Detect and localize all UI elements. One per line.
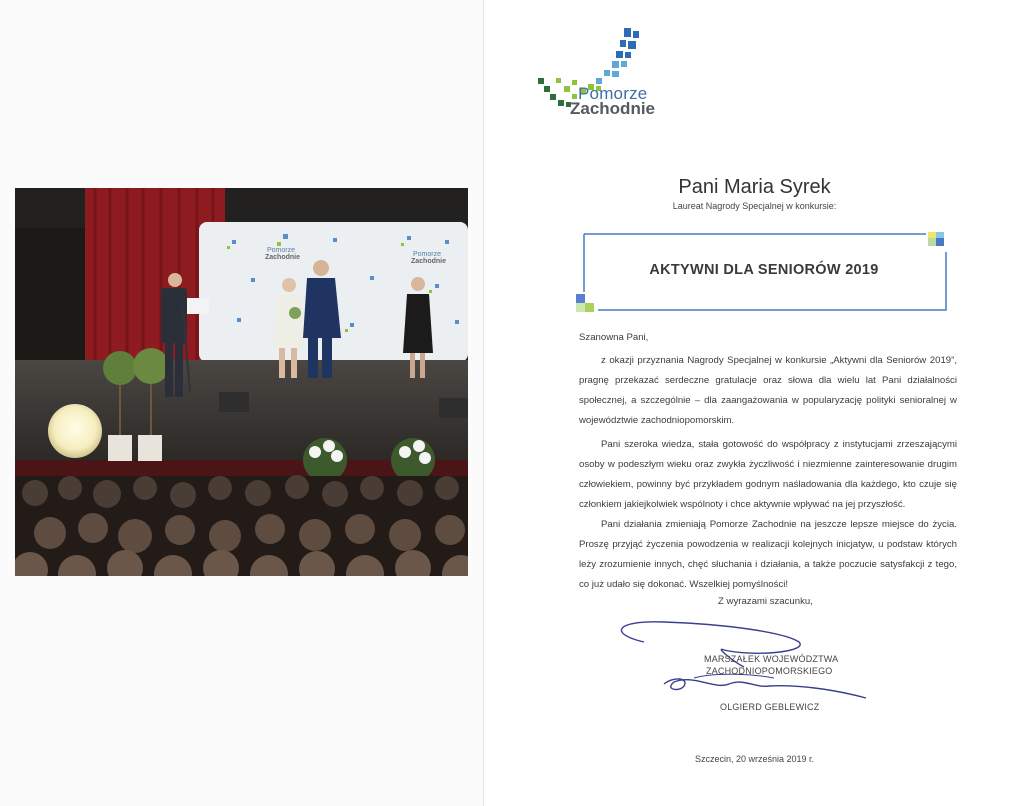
signer-title-line2: ZACHODNIOPOMORSKIEGO bbox=[706, 666, 833, 676]
banner-logo-text-1: Pomorze bbox=[267, 247, 296, 254]
stage-speaker-right bbox=[439, 398, 468, 418]
logo-wordmark-line1: Pomorze bbox=[578, 84, 648, 103]
globe-lamp bbox=[48, 404, 102, 458]
banner-logo-text-3: Pomorze bbox=[413, 251, 442, 258]
congratulation-letter bbox=[483, 0, 1024, 806]
letter-paragraph-2: Pani szeroka wiedza, stała gotowość do współpracy z instytucjami zrzeszającymi osoby w podeszłym wieku oraz zwykła życzliwość i niezmienne zainteresowanie drugim człowiekiem, powinny być przykładem godnym naśladowania dla każdego, kto czuje się członkiem jakiejkolwiek wspólnoty i chce aktywnie wpływać na jej przyszłość. bbox=[579, 439, 957, 510]
letter-date: Szczecin, 20 września 2019 r. bbox=[694, 754, 815, 764]
signer-name: OLGIERD GEBLEWICZ bbox=[720, 702, 820, 712]
letter-closing: Z wyrazami szacunku, bbox=[718, 596, 813, 607]
stage-scene bbox=[15, 188, 468, 576]
banner-logo-text-4: Zachodnie bbox=[411, 258, 447, 265]
banner-logo-text-2: Zachodnie bbox=[265, 254, 301, 261]
recipient-name: Pani Maria Syrek bbox=[678, 176, 831, 198]
contest-title: AKTYWNI DLA SENIORÓW 2019 bbox=[649, 262, 879, 278]
letter-greeting: Szanowna Pani, bbox=[579, 332, 649, 343]
stage-speaker-left bbox=[219, 392, 249, 412]
letter-paragraph-3: Pani działania zmieniają Pomorze Zachodnie na jeszcze lepsze miejsce do życia. Proszę przyjąć życzenia powodzenia w realizacji kolejnych inicjatyw, u podstaw których leży zrozumienie innych, chęć słuchania i działania, a także poczucie satysfakcji z tego, co już udało się dokonać. Wszelkiej pomyślności! bbox=[579, 519, 957, 590]
logo-wordmark-line2: Zachodnie bbox=[570, 99, 656, 118]
signer-title-line1: MARSZAŁEK WOJEWÓDZTWA bbox=[704, 654, 839, 664]
letter-paragraph-1: z okazji przyznania Nagrody Specjalnej w konkursie „Aktywni dla Seniorów 2019”, pragnę przekazać serdeczne gratulacje oraz słowa dla wielu lat Pani działalności społecznej, a szczególnie – dla zaangażowania w popularyzację polityki senioralnej w województwie zachodniopomorskim. bbox=[579, 355, 957, 426]
recipient-subtitle: Laureat Nagrody Specjalnej w konkursie: bbox=[672, 201, 837, 211]
award-ceremony-photo bbox=[15, 188, 468, 576]
